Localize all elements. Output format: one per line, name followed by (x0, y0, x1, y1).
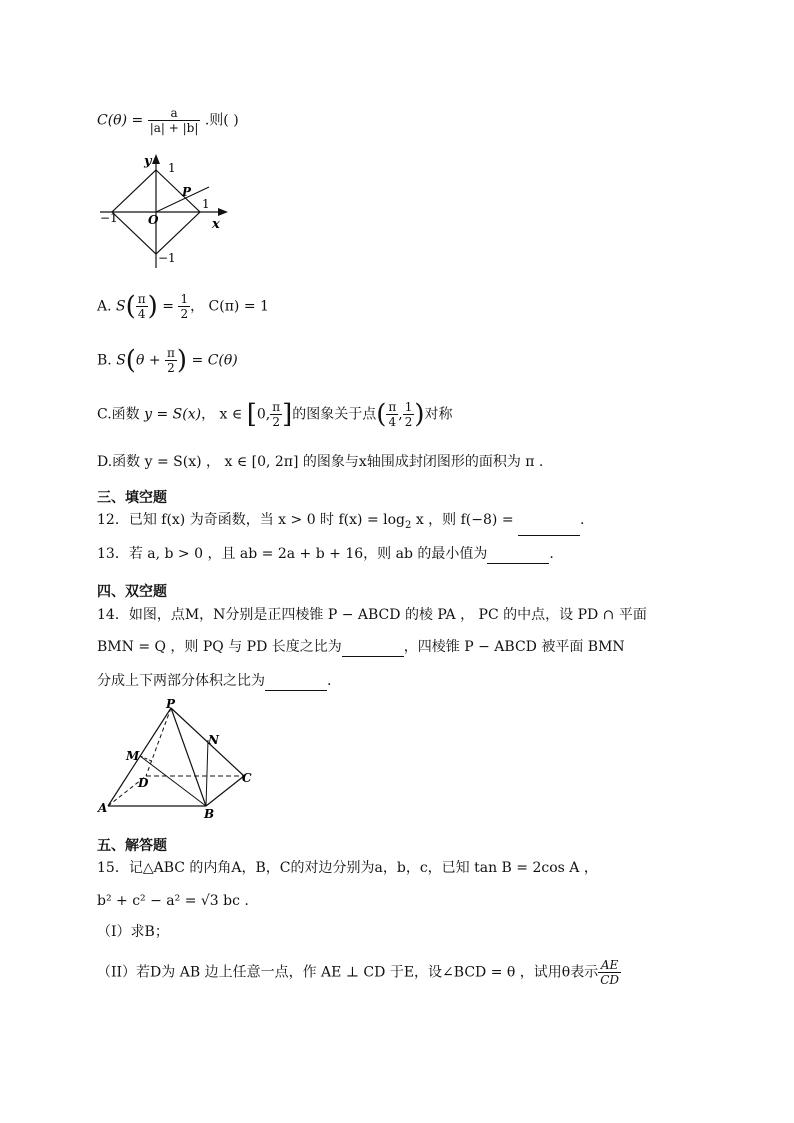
graph1-one-right: 1 (202, 197, 210, 211)
q14-line-2-b: ，四棱锥 P − ABCD 被平面 BMN (403, 639, 625, 655)
section-answer-heading: 五、解答题 (97, 838, 167, 854)
option-b: B. S(θ + $\frac{\pi}{2}$ ) = C(θ) (97, 345, 238, 376)
top-formula (97, 106, 239, 135)
option-c-prefix: C.函数 (97, 406, 145, 423)
q14-line-1: 14．如图，点M，N分别是正四棱锥 P − ABCD 的棱 PA ， PC 的中点，设 PD ∩ 平面 (97, 607, 647, 623)
option-c-mid2: 的图象关于点 (292, 406, 377, 423)
pyramid-label-a: A (98, 801, 108, 815)
graph1-neg-one-left: −1 (100, 211, 118, 225)
option-c-tail: 对称 (424, 406, 453, 423)
q12-text-b: x ，则 f(−8) = (411, 512, 518, 528)
option-a-eq: = (157, 298, 179, 315)
pyramid-figure (96, 698, 266, 824)
q12-log-base: 2 (405, 519, 412, 531)
question-13 (97, 544, 554, 564)
frac-num: π (167, 346, 175, 360)
option-b-tail: = C(θ) (187, 352, 238, 369)
section-fill-in-heading: 三、填空题 (97, 490, 167, 506)
section-double-blank-heading: 四、双空题 (97, 584, 167, 600)
q15-line-1: 15．记△ABC 的内角A，B，C的对边分别为a，b，c，已知 tan B = 2cos A ， (97, 860, 598, 876)
pyramid-label-b: B (204, 807, 215, 821)
graph1-origin: O (148, 213, 159, 227)
option-c-comma: , (398, 406, 403, 423)
q15-part-2 (97, 958, 621, 994)
q13-text-a: 13．若 a, b > 0 ，且 ab = 2a + b + 16，则 ab 的最小值为 (97, 546, 488, 562)
option-a-prefix: A. (97, 298, 117, 315)
graph1-y-label: y (144, 154, 152, 169)
option-a-s: S (116, 298, 126, 315)
option-a-frac-half (178, 292, 190, 321)
option-b-s: S (116, 352, 126, 369)
option-c-mid: ， x ∈ (201, 406, 247, 423)
option-c-zero: 0, (256, 406, 271, 423)
formula-denominator: |a| + |b| (149, 121, 199, 135)
frac-den: 2 (180, 307, 189, 321)
option-b-theta: θ + (135, 352, 166, 369)
q14-answer-blank-1[interactable] (342, 642, 404, 657)
frac-num: 1 (180, 292, 189, 306)
option-a: A. S( $\frac{\pi}{4}$ ) = $\frac{1}{2}$ ， C(π) = 1 (97, 291, 269, 322)
question-12 (97, 510, 584, 536)
q15-fraction (598, 958, 621, 987)
q14-line-3 (97, 671, 331, 691)
option-a-frac-pi4 (136, 292, 148, 321)
option-a-tail: ， C(π) = 1 (190, 298, 269, 315)
frac-num: π (272, 400, 281, 414)
q12-answer-blank[interactable] (518, 521, 580, 536)
graph1-point-p: P (182, 185, 192, 199)
frac-den: 2 (404, 415, 413, 429)
q14-line-3-b: . (327, 673, 332, 689)
pyramid-label-m: M (126, 749, 140, 763)
frac-den: 4 (137, 307, 146, 321)
frac-den: CD (600, 973, 620, 987)
option-c-func: y = S(x) (144, 406, 202, 423)
frac-den: 2 (272, 415, 280, 429)
frac-den: 4 (388, 415, 397, 429)
q13-text-c: . (549, 546, 554, 562)
q15-part-1: （I）求B； (97, 924, 169, 940)
pyramid-label-p: P (166, 698, 176, 711)
pyramid-label-c: C (242, 771, 252, 785)
frac-den: 2 (167, 361, 175, 375)
pyramid-label-n: N (208, 733, 219, 747)
option-b-prefix: B. (97, 352, 117, 369)
option-c-frac-half (403, 400, 415, 429)
frac-num: π (137, 292, 146, 306)
option-c-frac-pi4 (386, 400, 398, 429)
q12-text-c: . (580, 512, 585, 528)
graph1-x-label: x (212, 217, 220, 232)
frac-num: 1 (404, 400, 413, 414)
q13-answer-blank[interactable] (487, 549, 549, 564)
formula-tail: .则( ) (204, 112, 239, 129)
q12-text-a: 12．已知 f(x) 为奇函数，当 x > 0 时 f(x) = log (97, 512, 405, 528)
option-d: D.函数 y = S(x) ， x ∈ [0, 2π] 的图象与x轴围成封闭图形的面积为 π . (97, 454, 544, 470)
frac-num: π (388, 400, 397, 414)
q14-line-3-a: 分成上下两部分体积之比为 (97, 673, 265, 689)
q15-line-2: b² + c² − a² = √3 bc . (97, 893, 249, 909)
pyramid-label-d: D (138, 776, 149, 790)
formula-lhs: C(θ) = (97, 112, 148, 129)
q14-answer-blank-2[interactable] (265, 676, 327, 691)
graph1-one-top: 1 (168, 161, 176, 175)
q14-line-2-a: BMN = Q ，则 PQ 与 PD 长度之比为 (97, 639, 342, 655)
q14-line-2 (97, 637, 625, 657)
option-c: C.函数 y = S(x)， x ∈ [0, $\frac{\pi}{2}$ ]的图象关于点( $\frac{\pi}{4}$ , $\frac{1}{2}$ )对称 (97, 399, 453, 430)
square-unit-graph (96, 150, 236, 275)
q15-part-2-text: （II）若D为 AB 边上任意一点，作 AE ⊥ CD 于E，设∠BCD = θ ，试用θ表示 (97, 964, 599, 981)
option-c-frac-pi2 (270, 400, 282, 429)
option-b-frac (165, 346, 177, 375)
graph1-neg-one-bottom: −1 (158, 251, 176, 265)
formula-numerator: a (148, 106, 201, 121)
frac-num: AE (598, 958, 621, 973)
formula-fraction (148, 106, 201, 135)
